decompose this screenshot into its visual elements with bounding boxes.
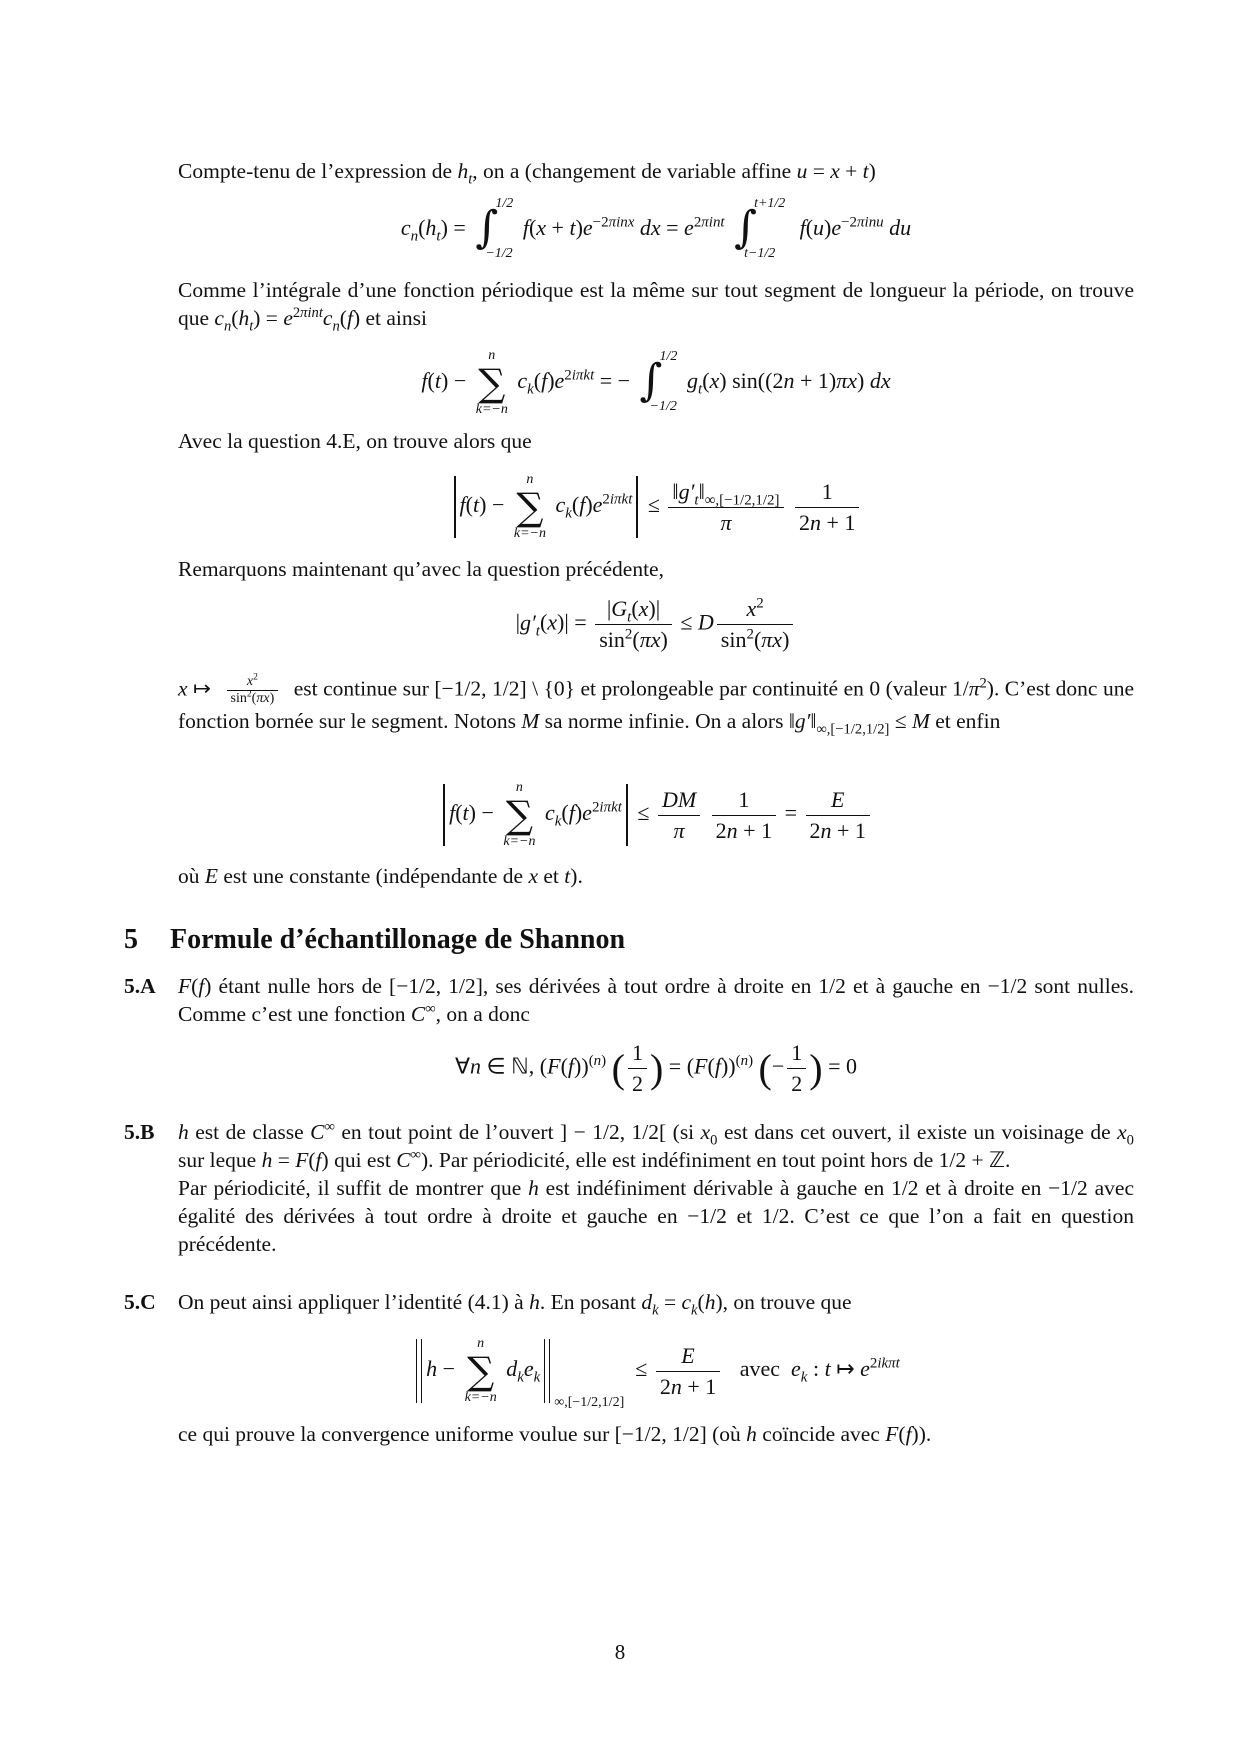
equation-5c: h − n ∑ k=−n $d_ke_{k\infty,[-1/2,1/2]}$ ≤ $\frac{E}{2n + 1}$ avec $e_k$ : t ↦ $e^{2ik\pi t}$ [178,1336,1134,1411]
equation-derivative-bound: $|g'_t(x)|$ = $\frac{|G_t(x)|}{\sin^2(\pi x)}$ ≤ D $\frac{x^2}{\sin^2(\pi x)}$ [178,594,1134,655]
item-label-5c: 5.C [124,1290,156,1314]
item-5c-text: On peut ainsi appliquer l’identité (4.1) à h. En posant $d_k = c_k(h)$, on trouve que [178,1290,852,1319]
paragraph-3: Avec la question 4.E, on trouve alors que [178,429,532,453]
item-label-5b: 5.B [124,1120,155,1144]
item-label-5a: 5.A [124,974,156,998]
paragraph-5: x ↦ $\frac{x^2}{\sin^2(\pi x)}$ est continue sur [−1/2, 1/2] \ {0} et prolongeable par continuité en 0 (valeur $1/\pi^2$). C’est donc une fonction bornée sur le segment. Notons M sa norme infinie. On a alors $‖g'‖_{\infty,[-1/2,1/2]} \le M$ et enfin [178,672,1134,738]
paragraph-4: Remarquons maintenant qu’avec la question précédente, [178,557,664,581]
item-5a-text: F(f) étant nulle hors de [−1/2, 1/2], ses dérivées à tout ordre à droite en 1/2 et à gauche en −1/2 sont nulles. Comme c’est une fonction C∞, on a donc [178,974,1134,1026]
closing-paragraph: ce qui prouve la convergence uniforme voulue sur [−1/2, 1/2] (où h coïncide avec F(f)). [178,1422,932,1446]
paragraph-2: Comme l’intégrale d’une fonction périodique est la même sur tout segment de longueur la période, on trouve que $c_n(h_t) = e^{2\pi int}c_n(f)$ et ainsi [178,278,1134,335]
page-number: 8 [614,1640,626,1664]
section-heading [124,924,625,956]
section-number: 5 [124,924,138,955]
equation-partial-sum-identity: f(t) − n ∑ k=−n $c_k(f)e^{2i\pi kt}$ = − ∫ 1/2 −1/2 $g_t(x) \sin((2n + 1)\pi x)$ dx [421,348,891,417]
item-5b-text: h est de classe C∞ en tout point de l’ouvert ] − 1/2, 1/2[ (si $x_0$ est dans cet ouvert, il existe un voisinage de $x_0$ sur leque h = F(f) qui est C∞). Par périodicité, elle est indéfiniment en tout point hors de 1/2 + ℤ. Par périodicité, il suffit de montrer que h est indéfiniment dérivable à gauche en 1/2 et à droite en −1/2 avec égalité des dérivées à tout ordre à droite et gauche en −1/2 et 1/2. C’est ce que l’on a fait en question précédente. [178,1118,1134,1256]
equation-bound-1: f(t) − n ∑ k=−n $c_k(f)e^{2i\pi kt}$ ≤ $\frac{‖g'_t‖_{\infty,[-1/2,1/2]}}{\pi}$ $\frac{1}{2n + 1}$ [178,472,1134,542]
equation-fourier-coefficient: $c_n(h_t)$ = ∫ 1/2 −1/2 $f(x + t)e^{-2\pi inx}$ dx = $e^{2\pi int}$ ∫ t+1/2 t−1/2 $f(u)e^{-2\pi inu}$ du [400,196,912,261]
paragraph-1: Compte-tenu de l’expression de $h_t$, on a (changement de variable affine u = x + t) [178,159,876,188]
equation-5a: ∀n ∈ ℕ, $(F(f))^{(n)}$ ( $\frac{1}{2}$ ) = $(F(f))^{(n)}$ (− $\frac{1}{2}$ ) = 0 [454,1040,858,1096]
equation-bound-2: f(t) − n ∑ k=−n $c_k(f)e^{2i\pi kt}$ ≤ $\frac{DM}{\pi}$ $\frac{1}{2n + 1}$ = $\frac{E}{2n + 1}$ [178,780,1134,850]
paragraph-6: où E est une constante (indépendante de x et t). [178,864,583,888]
section-title: Formule d’échantillonage de Shannon [170,924,626,955]
